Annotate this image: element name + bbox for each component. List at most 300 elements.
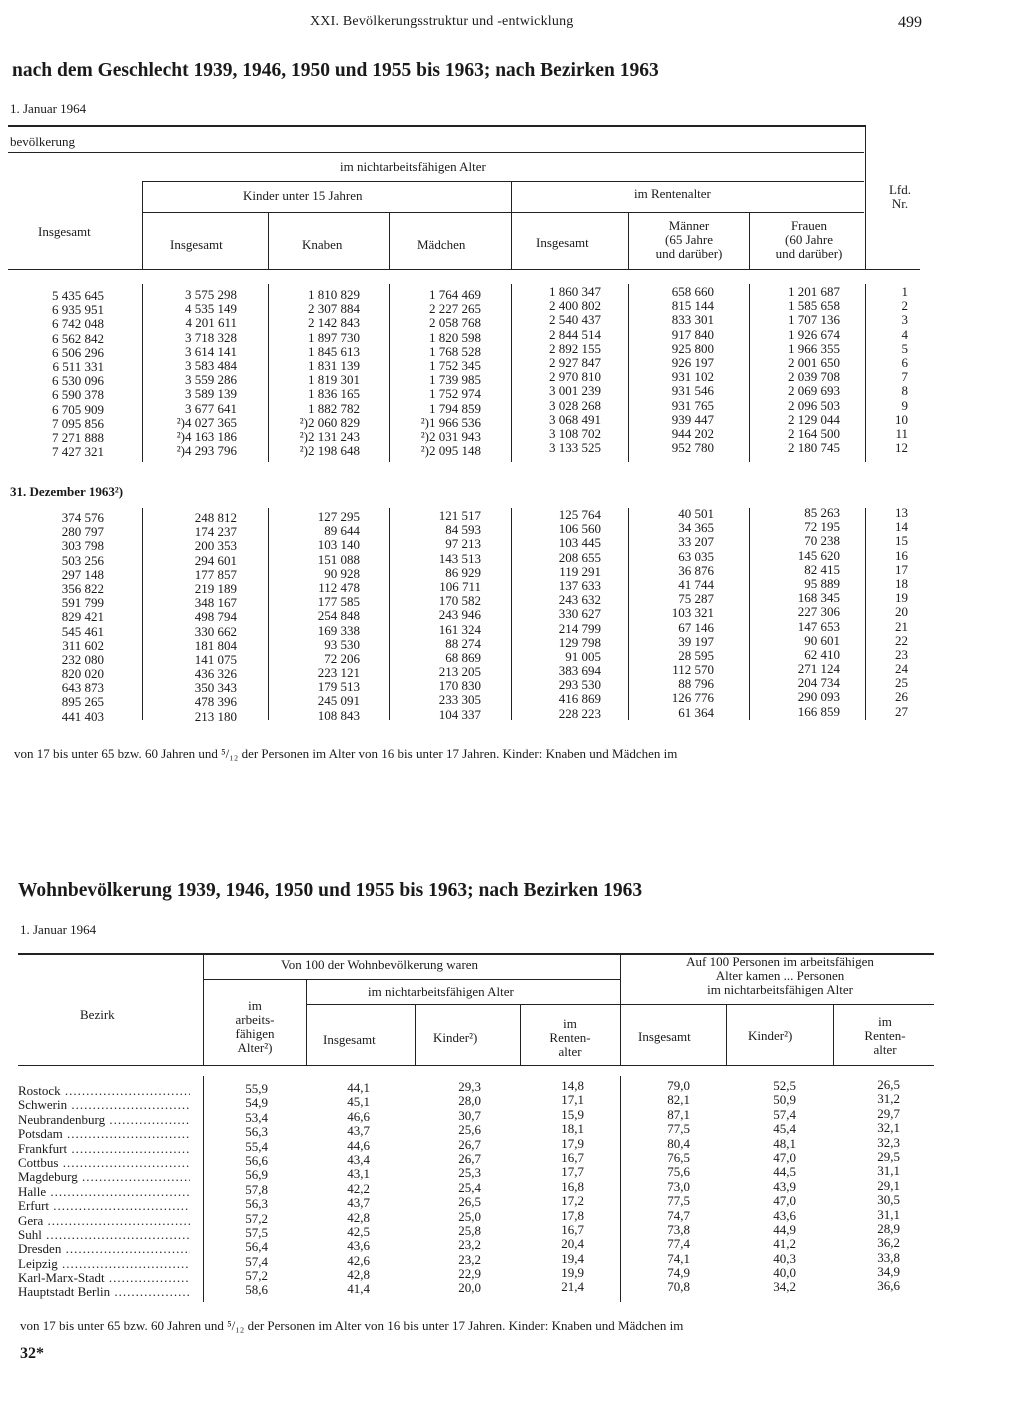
col-maedchen-cell: 1 764 469 [429,287,481,302]
table1-top-rule [8,125,866,127]
col-knaben-bezirke-cell: 112 478 [318,579,360,595]
header-kinder-3: Kinder²) [748,1028,793,1043]
col-insgesamt-cell: 6 590 378 [52,387,104,403]
col-knaben-bezirke-cell: 254 848 [317,608,360,624]
col-renten-2-cell: 15,9 [561,1106,584,1122]
col-k-insgesamt-bezirke-cell: 181 804 [194,637,237,653]
col-knaben-cell: 1 882 782 [308,400,360,416]
col-k-insgesamt-cell: 3 575 298 [185,287,237,302]
col-k-insgesamt-bezirke [145,511,237,724]
col-maedchen-bezirke [394,509,481,722]
col-kinder-3-cell: 50,9 [773,1092,796,1108]
col-maenner-bezirke-cell: 41 744 [678,576,714,592]
col-kinder-2-cell: 29,3 [458,1079,481,1094]
col-divider [865,508,866,720]
col-bezirk-cell: Suhl ..... [18,1228,190,1242]
col-k-insgesamt-bezirke-cell: 141 075 [194,651,237,667]
header-renten-3: im Renten- alter [864,1014,906,1057]
col-maedchen-bezirke-cell: 86 929 [445,564,481,580]
col-maenner-bezirke-cell: 67 146 [678,619,714,635]
col-arbeitsf-cell: 56,4 [245,1239,268,1255]
col-renten-3-cell: 32,1 [877,1120,900,1136]
col-insgesamt-2-cell: 46,6 [347,1108,370,1124]
col-lfd-bezirke-cell: 22 [895,632,908,648]
col-kinder-3-cell: 34,2 [773,1279,796,1295]
col-frauen-bezirke-cell: 147 653 [797,618,840,634]
col-arbeitsf-cell: 56,9 [245,1167,268,1183]
col-insgesamt-cell: 7 271 888 [52,429,104,445]
col-insgesamt-2-cell: 43,4 [347,1151,370,1167]
col-insgesamt-bezirke-cell: 232 080 [61,651,104,667]
rule [142,212,864,213]
col-maedchen [394,288,481,458]
col-arbeitsf-cell: 56,6 [245,1152,268,1168]
header-auf100: Auf 100 Personen im arbeitsfähigen Alter kamen ... Personen im nichtarbeitsfähigen Alter [686,954,874,997]
col-arbeitsf-cell: 55,4 [245,1138,268,1154]
col-maenner-bezirke-cell: 88 796 [678,676,714,692]
col-maedchen-bezirke-cell: 84 593 [445,522,481,538]
col-divider [749,284,750,462]
col-frauen-bezirke-cell: 145 620 [797,547,840,563]
col-maenner-bezirke-cell: 33 207 [678,534,714,550]
col-divider [628,508,629,720]
col-renten-2-cell: 17,7 [561,1164,584,1180]
col-maenner-cell: 815 144 [671,298,714,314]
rule [620,1004,934,1005]
col-k-insgesamt-bezirke-cell: 294 601 [194,552,237,568]
col-kinder-2-cell: 25,8 [458,1222,481,1238]
col-maedchen-cell: 1 768 528 [429,343,481,359]
col-divider [203,953,204,1065]
col-maenner-cell: 658 660 [671,284,714,299]
col-k-insgesamt-cell: 4 535 149 [185,301,237,317]
col-k-insgesamt-cell: 3 614 141 [185,343,237,359]
col-renten-2-cell: 19,9 [561,1265,584,1281]
col-maenner [632,285,714,455]
col-kinder-2-cell: 25,6 [458,1122,481,1138]
col-maenner-cell: 917 840 [671,326,714,342]
col-k-insgesamt-cell: 3 589 139 [185,386,237,402]
col-maedchen-bezirke-cell: 106 711 [439,578,481,594]
col-renten-3-cell: 31,2 [877,1091,900,1107]
col-divider [306,979,307,1065]
col-k-insgesamt-bezirke-cell: 436 326 [194,666,237,682]
col-insgesamt-bezirke-cell: 643 873 [61,680,104,696]
col-maenner-cell: 944 202 [671,425,714,441]
col-lfd-bezirke-cell: 14 [895,519,908,535]
col-insgesamt-bezirke-cell: 895 265 [61,694,104,710]
col-divider [389,284,390,462]
col-lfd-cell: 1 [901,284,908,299]
col-k-insgesamt-cell: ²)4 163 186 [176,428,237,444]
table2-header-bottom-rule [18,1065,934,1066]
col-kinder-2-cell: 20,0 [458,1280,481,1296]
col-insgesamt-3-cell: 74,1 [667,1250,690,1266]
col-maedchen-cell: 2 227 265 [429,301,481,317]
col-insgesamt-3-cell: 73,8 [667,1221,690,1237]
col-kinder-3-cell: 41,2 [773,1236,796,1252]
col-kinder-3-cell: 40,3 [773,1250,796,1266]
col-lfd-bezirke-cell: 18 [895,575,908,591]
col-frauen [752,285,840,455]
col-knaben-cell: ²)2 131 243 [299,428,360,444]
col-maenner-cell: 939 447 [671,411,714,427]
col-knaben-bezirke-cell: 127 295 [317,509,360,524]
col-renten-3 [850,1078,900,1294]
col-renten-3-cell: 29,1 [877,1177,900,1193]
col-maedchen-bezirke-cell: 97 213 [445,536,481,552]
col-insgesamt-3-cell: 77,5 [667,1193,690,1209]
col-k-insgesamt-bezirke-cell: 348 167 [194,595,237,611]
col-knaben-cell: 1 897 730 [308,329,360,345]
col-insgesamt-cell: 6 530 096 [52,373,104,389]
col-divider [268,212,269,269]
col-knaben-bezirke-cell: 177 585 [317,594,360,610]
col-knaben-cell: 1 810 829 [308,287,360,302]
col-renten-3-cell: 36,6 [877,1278,900,1294]
col-k-insgesamt-bezirke-cell: 174 237 [194,524,237,540]
col-insgesamt-bezirke-cell: 303 798 [61,538,104,554]
col-r-insgesamt-cell: 2 844 514 [549,326,601,342]
col-knaben-bezirke-cell: 151 088 [317,551,360,567]
col-frauen-cell: 2 096 503 [788,397,840,413]
header-bezirk: Bezirk [80,1007,115,1022]
col-insgesamt-bezirke-cell: 297 148 [61,566,104,582]
col-k-insgesamt-cell: 3 677 641 [185,400,237,416]
col-kinder-3-cell: 40,0 [773,1265,796,1281]
col-r-insgesamt [514,285,601,455]
col-kinder-2-cell: 28,0 [458,1093,481,1109]
col-renten-2-cell: 16,8 [561,1178,584,1194]
col-kinder-3-cell: 57,4 [773,1106,796,1122]
col-insgesamt-3-cell: 75,6 [667,1164,690,1180]
col-k-insgesamt-bezirke-cell: 478 396 [194,694,237,710]
col-renten-2-cell: 17,8 [561,1207,584,1223]
col-r-insgesamt-bezirke-cell: 293 530 [558,677,601,693]
col-r-insgesamt-bezirke-cell: 416 869 [558,691,601,707]
header-k-insgesamt: Insgesamt [170,237,223,252]
col-insgesamt-3-cell: 77,5 [667,1121,690,1137]
col-frauen-bezirke [752,506,840,719]
col-renten-2-cell: 16,7 [561,1221,584,1237]
col-knaben-bezirke-cell: 72 206 [324,650,360,666]
col-renten-2-cell: 17,1 [561,1092,584,1108]
col-insgesamt-bezirke-cell: 820 020 [61,666,104,682]
col-renten-3-cell: 34,9 [877,1264,900,1280]
col-insgesamt-3 [640,1079,690,1295]
col-bezirk-cell: Frankfurt ..... [18,1142,190,1156]
col-kinder-3-cell: 43,6 [773,1207,796,1223]
col-lfd-cell: 2 [901,298,908,314]
col-frauen-bezirke-cell: 166 859 [797,703,840,719]
col-knaben-cell: ²)2 198 648 [299,443,360,459]
col-maenner-cell: 952 780 [671,440,714,456]
col-insgesamt-cell: 6 562 842 [52,330,104,346]
table1-title: nach dem Geschlecht 1939, 1946, 1950 und 1955 bis 1963; nach Bezirken 1963 [12,60,659,81]
col-renten-3-cell: 31,1 [877,1163,900,1179]
col-frauen-bezirke-cell: 85 263 [804,505,840,520]
col-k-insgesamt-bezirke-cell: 248 812 [194,510,237,525]
col-maenner-cell: 925 800 [671,340,714,356]
col-insgesamt-bezirke-cell: 356 822 [61,580,104,596]
col-kinder-2-cell: 26,7 [458,1136,481,1152]
col-insgesamt-2-cell: 43,7 [347,1123,370,1139]
col-arbeitsf-cell: 58,6 [245,1282,268,1298]
col-arbeitsf-cell: 54,9 [245,1095,268,1111]
col-renten-3-cell: 36,2 [877,1235,900,1251]
col-insgesamt-bezirke-cell: 503 256 [61,552,104,568]
col-lfd-cell: 7 [901,369,908,385]
col-insgesamt-cell: 7 427 321 [52,444,104,460]
col-frauen-cell: 1 966 355 [788,340,840,356]
col-insgesamt-cell: 5 435 645 [52,288,104,303]
col-insgesamt-cell: 6 742 048 [52,316,104,332]
col-lfd-bezirke-cell: 15 [895,533,908,549]
col-divider [749,508,750,720]
col-knaben-bezirke-cell: 223 121 [317,665,360,681]
col-frauen-bezirke-cell: 271 124 [797,661,840,677]
col-maenner-cell: 926 197 [671,354,714,370]
col-bezirk-cell: Rostock ..... [18,1084,190,1098]
col-kinder-2 [430,1080,481,1296]
col-lfd-cell: 5 [901,340,908,356]
col-frauen-bezirke-cell: 168 345 [797,590,840,606]
header-r-insgesamt: Insgesamt [536,235,589,250]
col-maedchen-bezirke-cell: 88 274 [445,635,481,651]
col-maenner-bezirke-cell: 39 197 [678,633,714,649]
col-insgesamt-cell: 7 095 856 [52,415,104,431]
col-divider [628,212,629,269]
page-signature-mark: 32* [20,1345,44,1362]
col-lfd-bezirke-cell: 21 [895,618,908,634]
col-kinder-3-cell: 45,4 [773,1121,796,1137]
col-r-insgesamt-bezirke-cell: 208 655 [558,549,601,565]
col-frauen-cell: 2 180 745 [788,440,840,456]
col-lfd-bezirke-cell: 13 [895,505,908,520]
col-frauen-cell: 2 069 693 [788,383,840,399]
col-insgesamt-2-cell: 43,1 [347,1166,370,1182]
col-frauen-bezirke-cell: 72 195 [804,519,840,535]
table1-lfd-divider [865,125,866,269]
col-knaben-bezirke-cell: 103 140 [317,537,360,553]
col-insgesamt-cell: 6 506 296 [52,344,104,360]
col-insgesamt-3-cell: 76,5 [667,1149,690,1165]
col-insgesamt-2-cell: 41,4 [347,1281,370,1297]
header-knaben: Knaben [302,237,343,252]
col-insgesamt-cell: 6 935 951 [52,302,104,318]
col-insgesamt-bezirke-cell: 591 799 [61,595,104,611]
col-r-insgesamt-bezirke-cell: 91 005 [565,648,601,664]
col-maedchen-bezirke-cell: 143 513 [438,550,481,566]
col-knaben-cell: 1 845 613 [308,343,360,359]
col-lfd-cell: 3 [901,312,908,328]
col-kinder-2-cell: 25,4 [458,1179,481,1195]
col-divider [389,508,390,720]
col-lfd-cell: 11 [895,425,908,441]
col-bezirk-cell: Magdeburg ..... [18,1170,190,1184]
col-kinder-3-cell: 47,0 [773,1149,796,1165]
col-insgesamt-2-cell: 42,5 [347,1223,370,1239]
col-renten-3-cell: 32,3 [877,1134,900,1150]
col-knaben-cell: ²)2 060 829 [299,414,360,430]
col-lfd-bezirke-cell: 24 [895,661,908,677]
col-maedchen-cell: 1 739 985 [429,372,481,388]
col-k-insgesamt-cell: ²)4 293 796 [176,443,237,459]
col-kinder-3 [746,1079,796,1295]
header-lfd-nr: Lfd. Nr. [888,182,912,211]
col-lfd-bezirke [868,506,908,719]
col-insgesamt-3-cell: 70,8 [667,1279,690,1295]
col-bezirk-cell: Schwerin ..... [18,1098,190,1112]
col-kinder-3-cell: 52,5 [773,1078,796,1093]
col-knaben-bezirke-cell: 179 513 [317,679,360,695]
col-lfd-cell: 8 [901,383,908,399]
col-lfd-bezirke-cell: 17 [895,561,908,577]
col-frauen-cell: 1 707 136 [788,312,840,328]
col-frauen-bezirke-cell: 290 093 [797,689,840,705]
col-k-insgesamt [145,288,237,458]
col-frauen-cell: 1 585 658 [788,298,840,314]
col-insgesamt-bezirke-cell: 374 576 [61,510,104,525]
col-maenner-cell: 833 301 [671,312,714,328]
col-renten-2-cell: 19,4 [561,1250,584,1266]
col-r-insgesamt-cell: 3 133 525 [549,440,601,456]
col-insgesamt [20,289,104,459]
col-insgesamt-3-cell: 74,7 [667,1207,690,1223]
col-maedchen-cell: 1 752 345 [429,357,481,373]
header-maenner: Männer (65 Jahre und darüber) [655,218,723,261]
col-kinder-2-cell: 26,7 [458,1150,481,1166]
col-knaben-cell: 1 831 139 [308,357,360,373]
col-frauen-cell: 2 001 650 [788,354,840,370]
col-k-insgesamt-bezirke-cell: 213 180 [194,708,237,724]
col-frauen-cell: 2 039 708 [788,369,840,385]
col-maedchen-bezirke-cell: 170 830 [438,678,481,694]
col-maedchen-bezirke-cell: 161 324 [438,621,481,637]
col-insgesamt-bezirke-cell: 829 421 [61,609,104,625]
col-lfd-cell: 10 [895,411,908,427]
col-divider [620,953,621,1065]
col-r-insgesamt-cell: 2 970 810 [549,369,601,385]
col-r-insgesamt-cell: 3 001 239 [549,383,601,399]
col-k-insgesamt-bezirke-cell: 498 794 [194,609,237,625]
header-insgesamt-3: Insgesamt [638,1029,691,1044]
col-k-insgesamt-bezirke-cell: 177 857 [194,566,237,582]
col-frauen-cell: 1 201 687 [788,284,840,299]
col-maenner-bezirke-cell: 103 321 [671,605,714,621]
col-renten-2-cell: 16,7 [561,1149,584,1165]
running-header: XXI. Bevölkerungsstruktur und -entwicklung [310,14,574,29]
col-insgesamt-cell: 6 511 331 [52,358,104,374]
header-insgesamt-2: Insgesamt [323,1032,376,1047]
col-insgesamt-3-cell: 77,4 [667,1236,690,1252]
col-k-insgesamt-cell: 3 718 328 [185,329,237,345]
col-divider [511,284,512,462]
col-r-insgesamt-bezirke-cell: 137 633 [558,577,601,593]
col-bezirk-cell: Dresden ..... [18,1242,190,1256]
col-maedchen-cell: ²)2 031 943 [420,428,481,444]
col-bezirk [18,1084,190,1300]
col-knaben-cell: 2 142 843 [308,315,360,331]
col-kinder-3-cell: 43,9 [773,1178,796,1194]
col-maedchen-bezirke-cell: 121 517 [438,508,481,523]
col-divider [203,1076,204,1302]
col-knaben-bezirke-cell: 245 091 [317,693,360,709]
col-maenner-cell: 931 102 [671,369,714,385]
col-kinder-2-cell: 25,3 [458,1165,481,1181]
col-arbeitsf-cell: 55,9 [245,1081,268,1096]
col-r-insgesamt-bezirke-cell: 125 764 [558,507,601,522]
col-divider [511,508,512,720]
col-maenner-bezirke-cell: 34 365 [678,520,714,536]
col-lfd-cell: 4 [901,326,908,342]
col-insgesamt-bezirke-cell: 311 602 [62,637,104,653]
col-knaben-bezirke-cell: 89 644 [324,523,360,539]
col-maenner-bezirke-cell: 36 876 [678,562,714,578]
col-renten-3-cell: 29,5 [877,1148,900,1164]
col-insgesamt-bezirke [20,511,104,724]
col-insgesamt-2-cell: 42,8 [347,1209,370,1225]
rule [203,979,620,980]
col-k-insgesamt-bezirke-cell: 330 662 [194,623,237,639]
col-divider [142,181,143,269]
col-frauen-cell: 2 129 044 [788,411,840,427]
col-kinder-2-cell: 26,5 [458,1194,481,1210]
col-divider [628,284,629,462]
col-r-insgesamt-bezirke [514,508,601,721]
col-insgesamt-bezirke-cell: 441 403 [61,708,104,724]
col-frauen-bezirke-cell: 70 238 [804,533,840,549]
col-maedchen-cell: 1 794 859 [429,400,481,416]
col-maenner-bezirke-cell: 112 570 [672,662,714,678]
header-von100: Von 100 der Wohnbevölkerung waren [281,957,479,972]
col-insgesamt-3-cell: 79,0 [667,1078,690,1093]
col-bezirk-cell: Halle ..... [18,1185,190,1199]
col-maedchen-cell: ²)2 095 148 [420,443,481,459]
col-frauen-bezirke-cell: 204 734 [797,675,840,691]
col-r-insgesamt-bezirke-cell: 228 223 [558,705,601,721]
col-r-insgesamt-bezirke-cell: 119 291 [559,563,601,579]
table2-footnote: von 17 bis unter 65 bzw. 60 Jahren und ⁵/₁₂ der Personen im Alter von 16 bis unter 17 Jahren. Kinder: Knaben und Mädchen im [20,1318,684,1333]
header-nicht-alter-2: im nichtarbeitsfähigen Alter [368,984,514,999]
col-k-insgesamt-bezirke-cell: 200 353 [194,538,237,554]
col-divider [520,1004,521,1065]
col-kinder-2-cell: 25,0 [458,1208,481,1224]
col-frauen-cell: 1 926 674 [788,326,840,342]
col-maenner-bezirke-cell: 28 595 [678,647,714,663]
col-bezirk-cell: Hauptstadt Berlin ..... [18,1285,190,1299]
col-arbeitsf-cell: 56,3 [245,1124,268,1140]
col-maenner-bezirke-cell: 126 776 [671,690,714,706]
col-divider [726,1004,727,1065]
col-maedchen-cell: ²)1 966 536 [420,414,481,430]
col-insgesamt-2-cell: 42,6 [347,1252,370,1268]
col-r-insgesamt-bezirke-cell: 129 798 [558,634,601,650]
col-arbeitsf-cell: 56,3 [245,1196,268,1212]
header-nicht-alter: im nichtarbeitsfähigen Alter [340,159,486,174]
header-arbeitsf: im arbeits- fähigen Alter²) [235,998,275,1055]
col-insgesamt-2-cell: 42,8 [347,1267,370,1283]
col-maenner-cell: 931 765 [671,397,714,413]
col-maedchen-bezirke-cell: 104 337 [438,706,481,722]
col-divider [389,212,390,269]
col-frauen-bezirke-cell: 62 410 [804,646,840,662]
header-kinder-2: Kinder²) [433,1030,478,1045]
col-r-insgesamt-bezirke-cell: 243 632 [558,592,601,608]
col-divider [142,508,143,720]
col-k-insgesamt-cell: 3 583 484 [185,357,237,373]
col-maenner-cell: 931 546 [671,383,714,399]
